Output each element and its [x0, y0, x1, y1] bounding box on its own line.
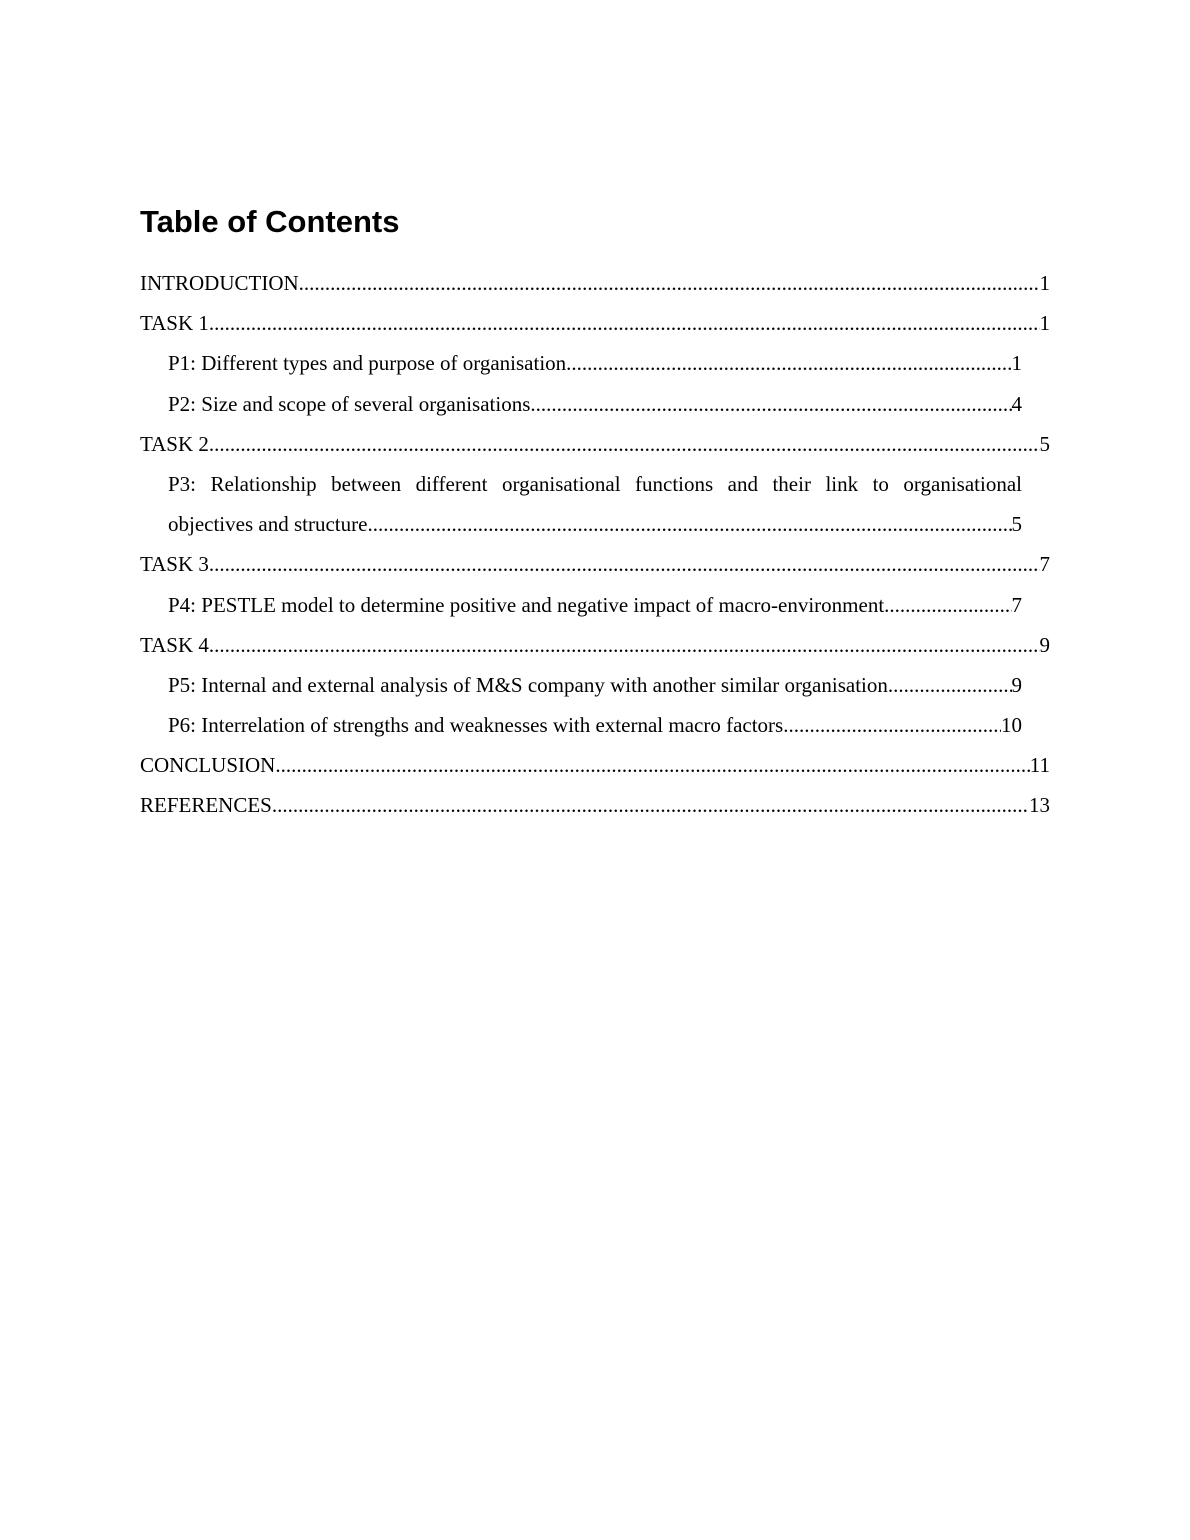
toc-page-number: 4	[1011, 391, 1022, 416]
dot-leader	[530, 384, 1011, 424]
toc-page-number: 1	[1011, 351, 1022, 376]
toc-entry-p5[interactable]	[140, 665, 1022, 705]
toc-page-number: 1	[1039, 311, 1050, 336]
toc-page-number: 13	[1029, 793, 1050, 818]
toc-entry-task-1[interactable]	[140, 303, 1050, 343]
dot-leader	[566, 343, 1011, 383]
toc-entry-label: CONCLUSION	[140, 753, 276, 778]
toc-page-number: 5	[1039, 431, 1050, 456]
toc-page-number: 9	[1039, 632, 1050, 657]
dot-leader	[209, 544, 1040, 584]
toc-entry-p6[interactable]	[140, 705, 1022, 745]
toc-entry-label: REFERENCES	[140, 793, 272, 818]
toc-entry-label: P1: Different types and purpose of organisation	[168, 351, 567, 376]
toc-page-number: 11	[1029, 753, 1050, 778]
toc-entry-label: P6: Interrelation of strengths and weaknesses with external macro factors	[168, 713, 784, 738]
toc-entry-label: TASK 4	[140, 632, 209, 657]
toc-page-number: 10	[1001, 713, 1022, 738]
toc-entry-p4[interactable]	[140, 585, 1022, 625]
toc-heading: Table of Contents	[140, 204, 400, 239]
dot-leader	[884, 585, 1011, 625]
toc-page-number: 1	[1039, 271, 1050, 295]
toc-entry-label-line1: P3: Relationship between different organisational functions and their link to organisational	[168, 471, 1022, 496]
dot-leader	[783, 705, 1001, 745]
toc-entry-label: TASK 1	[140, 311, 209, 336]
toc-entry-label: P5: Internal and external analysis of M&S company with another similar organisation	[168, 672, 888, 697]
dot-leader	[272, 785, 1029, 825]
dot-leader	[209, 303, 1040, 343]
toc-entry-label-line2: objectives and structure	[168, 512, 368, 537]
toc-entry-label: TASK 2	[140, 431, 209, 456]
dot-leader	[888, 665, 1012, 705]
dot-leader	[299, 263, 1040, 303]
toc-page-number: 5	[1011, 512, 1022, 537]
toc-entry-label: INTRODUCTION	[140, 271, 299, 295]
toc-entry-label: TASK 3	[140, 552, 209, 577]
toc-list	[140, 263, 1050, 826]
toc-entry-p2[interactable]	[140, 384, 1022, 424]
toc-entry-task-3[interactable]	[140, 544, 1050, 584]
toc-entry-task-2[interactable]	[140, 424, 1050, 464]
dot-leader	[275, 745, 1029, 785]
dot-leader	[367, 504, 1011, 544]
toc-page-number: 9	[1011, 672, 1022, 697]
toc-entry-references[interactable]	[140, 785, 1050, 825]
toc-entry-label-line2-row	[168, 504, 1022, 544]
toc-entry-task-4[interactable]	[140, 625, 1050, 665]
toc-page-number: 7	[1039, 552, 1050, 577]
toc-entry-label: P2: Size and scope of several organisations	[168, 391, 531, 416]
toc-entry-p1[interactable]	[140, 343, 1022, 383]
toc-entry-label: P4: PESTLE model to determine positive and negative impact of macro-environment	[168, 592, 885, 617]
toc-entry-introduction[interactable]	[140, 263, 1050, 303]
toc-entry-p3[interactable]	[140, 464, 1022, 544]
toc-page-number: 7	[1011, 592, 1022, 617]
dot-leader	[209, 625, 1040, 665]
dot-leader	[209, 424, 1040, 464]
toc-entry-conclusion[interactable]	[140, 745, 1050, 785]
